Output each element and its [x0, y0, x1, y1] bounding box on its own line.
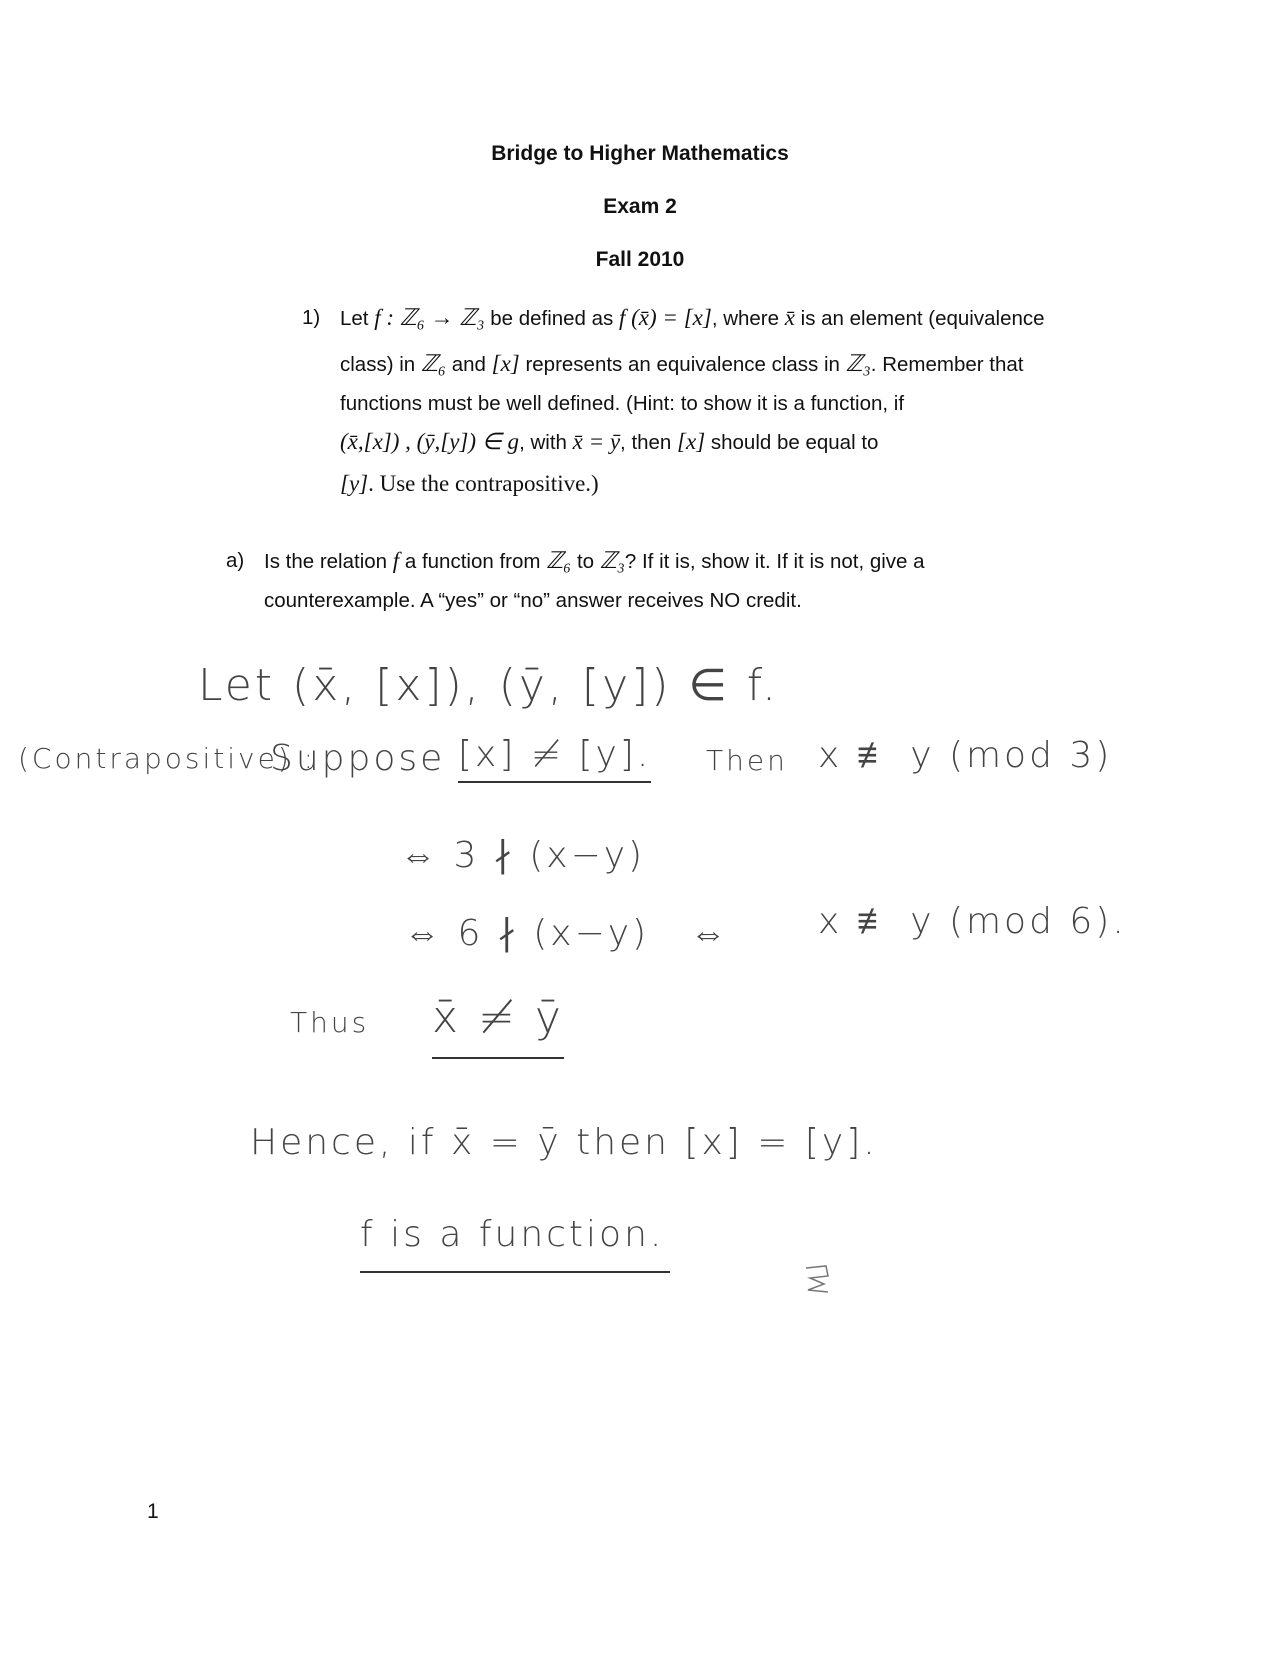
part-a-question-line-1 [264, 549, 925, 574]
math-segment: x̄ = ȳ [572, 429, 621, 454]
text-segment: . Use the contrapositive.) [368, 471, 599, 496]
text-segment: Is the relation [264, 550, 393, 573]
hw-contrapositive-label: (Contrapositive) : [18, 742, 317, 775]
math-segment: [x] [491, 351, 520, 376]
hw-hence-line: Hence, if x̄ = ȳ then [x] = [y]. [250, 1122, 878, 1163]
math-segment: ℤ₃ [599, 548, 625, 573]
text-segment: and [446, 353, 492, 376]
problem-line-5 [340, 472, 599, 496]
part-a-label: a) [226, 549, 245, 572]
text-segment: ? If it is, show it. If it is not, give a [624, 550, 925, 573]
text-segment: , then [620, 431, 678, 454]
math-segment: f [392, 548, 400, 573]
term-title: Fall 2010 [595, 248, 685, 271]
text-segment: , where [711, 307, 785, 330]
text-segment: be defined as [484, 307, 619, 330]
hw-conclusion: x̄ ≠ ȳ [432, 992, 564, 1059]
hw-step-1: ⇔ 3 ∤ (x−y) [400, 835, 646, 876]
problem-number: 1) [302, 306, 321, 329]
problem-line-3: functions must be well defined. (Hint: to show it is a function, if [340, 392, 905, 415]
text-segment: , with [519, 431, 573, 454]
text-segment: class) in [340, 353, 421, 376]
text-segment: should be equal to [705, 431, 879, 454]
math-segment: ℤ₆ [546, 548, 572, 573]
problem-line-1 [340, 306, 1045, 331]
text-segment: a function from [399, 550, 547, 573]
text-segment: . Remember that [870, 353, 1024, 376]
math-segment: x̄ [784, 305, 795, 330]
scribble-mark [802, 1262, 832, 1296]
hw-suppose: Suppose [270, 738, 446, 779]
math-segment: f (x̄) = [x] [619, 305, 712, 330]
page-number: 1 [147, 1500, 159, 1523]
math-segment: f : ℤ₆ → ℤ₃ [374, 305, 485, 330]
hw-iff-arrow: ⇔ [690, 913, 729, 954]
hw-then: Then [706, 744, 788, 777]
hw-mod3: x ≢ y (mod 3) [818, 735, 1113, 776]
part-a-question-line-2: counterexample. A “yes” or “no” answer receives NO credit. [264, 589, 802, 612]
text-segment: to [571, 550, 600, 573]
math-segment: [y] [340, 471, 369, 496]
course-title: Bridge to Higher Mathematics [491, 142, 789, 165]
math-segment: ℤ₆ [420, 351, 447, 376]
text-segment: represents an equivalence class in [519, 353, 846, 376]
problem-line-2 [340, 352, 1023, 377]
math-segment: [x] [677, 429, 706, 454]
math-segment: (x̄,[x]) , (ȳ,[y]) ∈ g [340, 429, 520, 454]
hw-let-line: Let (x̄, [x]), (ȳ, [y]) ∈ f. [198, 660, 780, 711]
hw-assumption: [x] ≠ [y]. [458, 734, 651, 783]
hw-final-line: f is a function. [360, 1214, 670, 1273]
exam-title: Exam 2 [603, 195, 677, 218]
text-segment: Let [340, 307, 375, 330]
problem-line-4 [340, 430, 878, 455]
math-segment: ℤ₃ [845, 351, 871, 376]
hw-mod6: x ≢ y (mod 6). [818, 901, 1127, 942]
hw-step-2: ⇔ 6 ∤ (x−y) [404, 913, 650, 954]
text-segment: is an element (equivalence [794, 307, 1045, 330]
hw-thus: Thus [290, 1006, 370, 1039]
